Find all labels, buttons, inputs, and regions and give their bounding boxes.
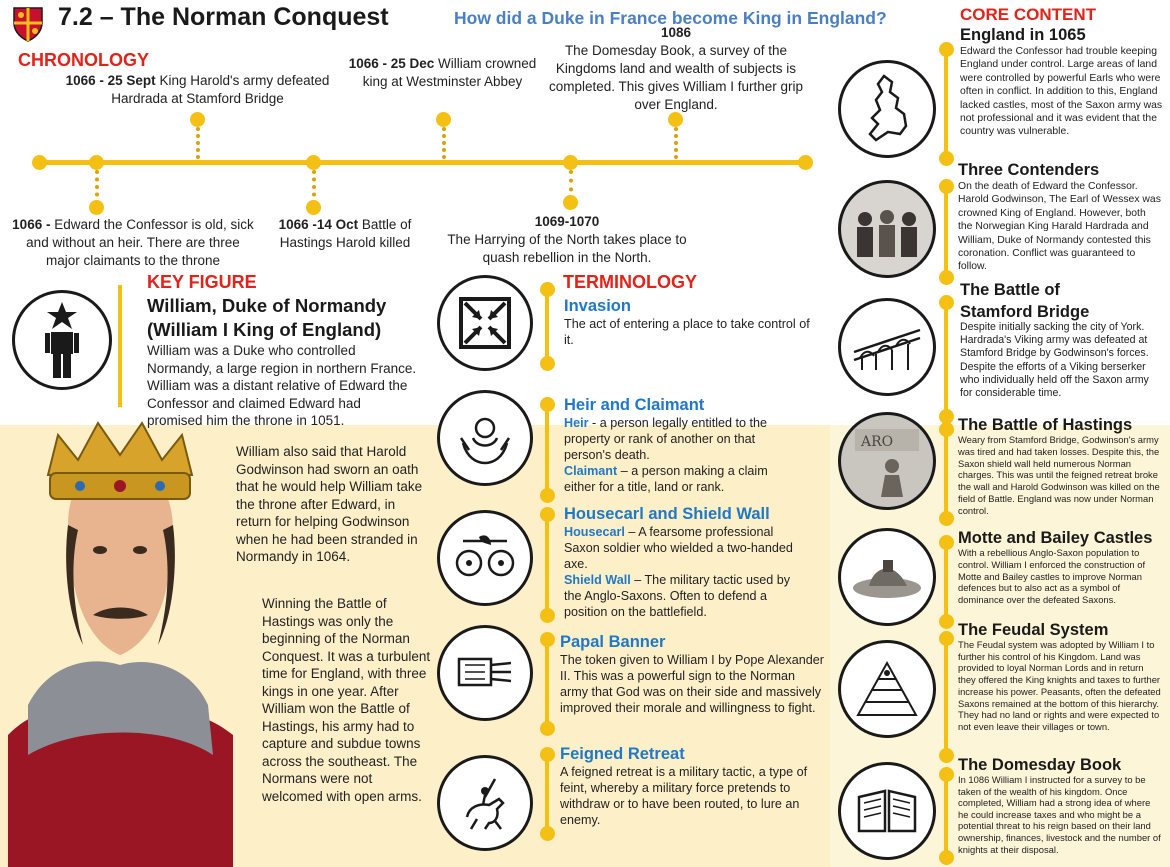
timeline-dot-domesday: [668, 112, 683, 127]
key-figure-name-line2: (William I King of England): [147, 319, 382, 340]
core-text-hastings: Weary from Stamford Bridge, Godwinson's army was tired and had taken losses. Despite this, the Saxon shield wall held numerous Norman charges. This was until the feigned retreat broke the wall and Harold Godwinson was killed on the field of Battle. England was now under Norman control.: [958, 434, 1160, 516]
housecarl-term: Housecarl: [564, 525, 625, 539]
shields-axe-icon: [453, 533, 517, 583]
claimant-term: Claimant: [564, 464, 618, 478]
timeline-line: [38, 160, 808, 165]
invasion-icon-circle: [437, 275, 533, 371]
timeline-dot-hastings-end: [306, 200, 321, 215]
page-question: How did a Duke in France become King in England?: [454, 8, 887, 28]
core-title-motte: Motte and Bailey Castles: [958, 529, 1153, 547]
horse-rider-icon: [455, 773, 515, 833]
event-stamford: 1066 - 25 Sept King Harold's army defeated Hardrada at Stamford Bridge: [65, 73, 330, 106]
term-dot: [540, 507, 555, 522]
core-dot: [939, 179, 954, 194]
core-dot: [939, 631, 954, 646]
core-content-heading: CORE CONTENT: [960, 5, 1096, 24]
feigned-text: A feigned retreat is a military tactic, a type of feint, whereby a military force pretends to withdraw or to have been routed, to lure an enemy.: [560, 765, 808, 827]
term-dot: [540, 488, 555, 503]
svg-text:ARO: ARO: [861, 434, 894, 450]
core-bar: [944, 45, 948, 155]
heir-title: Heir and Claimant: [564, 396, 705, 414]
timeline-dot-stamford: [190, 112, 205, 127]
motte-icon-circle: [838, 528, 936, 626]
pyramid-icon: [854, 659, 920, 719]
timeline-stem: [196, 127, 200, 159]
term-dot: [540, 826, 555, 841]
term-bar: [545, 510, 549, 612]
timeline-end-right: [798, 155, 813, 170]
housecarl-def: – A fearsome professional Saxon soldier who wielded a two-handed axe.: [564, 525, 793, 571]
core-dot: [939, 850, 954, 865]
event-coronation: 1066 - 25 Dec William crowned king at Westminster Abbey: [348, 56, 537, 89]
term-dot: [540, 356, 555, 371]
claimant-def: – a person making a claim either for a title, land or rank.: [564, 464, 768, 494]
core-dot: [939, 295, 954, 310]
core-bar: [944, 298, 948, 413]
housecarl-text: [564, 524, 809, 620]
core-dot: [939, 767, 954, 782]
core-dot: [939, 614, 954, 629]
william-portrait: [8, 405, 233, 867]
timeline-dot-harrying: [563, 155, 578, 170]
invasion-text: The act of entering a place to take control of it.: [564, 317, 810, 347]
tapestry-icon: [847, 421, 927, 501]
term-dot: [540, 608, 555, 623]
core-dot: [939, 511, 954, 526]
timeline-stem: [95, 170, 99, 204]
timeline-dot-edward: [89, 155, 104, 170]
event-domesday: 1086 The Domesday Book, a survey of the Kingdoms land and wealth of subjects is completed. This gives William I further grip over England.: [548, 25, 804, 112]
baby-hands-icon: [455, 408, 515, 468]
timeline-stem: [312, 170, 316, 204]
shield-wall-term: Shield Wall: [564, 573, 631, 587]
term-dot: [540, 721, 555, 736]
core-dot: [939, 535, 954, 550]
term-dot: [540, 747, 555, 762]
england-map-icon: [862, 74, 912, 144]
invasion-arrows-icon: [457, 295, 513, 351]
core-title-hastings: The Battle of Hastings: [958, 416, 1133, 434]
shield-wall-icon-circle: [437, 510, 533, 606]
key-figure-heading: KEY FIGURE: [147, 272, 257, 292]
term-dot: [540, 632, 555, 647]
core-dot: [939, 748, 954, 763]
core-title-england: England in 1065: [960, 26, 1086, 44]
papal-banner-icon-circle: [437, 625, 533, 721]
heir-text: [564, 415, 794, 495]
heir-term: Heir: [564, 416, 589, 430]
page-title: 7.2 – The Norman Conquest: [58, 3, 389, 31]
bridge-icon: [852, 322, 922, 372]
papal-title: Papal Banner: [560, 633, 666, 651]
key-figure-para3: Winning the Battle of Hastings was only the beginning of the Norman Conquest. It was a turbulent time for England, with three kings in one year. After William won the Battle of Hastings, his army had to capture and subdue towns across the southeast. The Normans were not welcomed with open arms.: [262, 596, 431, 804]
banner-icon: [455, 653, 515, 693]
feigned-title: Feigned Retreat: [560, 745, 685, 763]
bridge-icon-circle: [838, 298, 936, 396]
core-dot: [939, 151, 954, 166]
core-title-stamford-line2: Stamford Bridge: [960, 303, 1090, 321]
key-figure-bar: [118, 285, 122, 407]
key-figure-para2: William also said that Harold Godwinson had sworn an oath that he would help William take the throne after Edward, in return for helping Godwinson when he had been stranded in Normandy in 1064.: [236, 444, 423, 564]
open-book-icon: [855, 787, 919, 835]
term-bar: [545, 400, 549, 492]
heir-def: - a person legally entitled to the property or rank of another on that person's death.: [564, 416, 768, 462]
feudal-icon-circle: [838, 640, 936, 738]
hastings-icon-circle: [838, 412, 936, 510]
heir-icon-circle: [437, 390, 533, 486]
timeline-dot-hastings: [306, 155, 321, 170]
person-star-icon: [32, 300, 92, 380]
timeline-dot-edward-end: [89, 200, 104, 215]
key-figure-name-line1: William, Duke of Normandy: [147, 295, 387, 316]
feigned-retreat-icon-circle: [437, 755, 533, 851]
key-figure-para1: William was a Duke who controlled Normandy, a large region in northern France. William was a distant relative of Edward the Confessor and claimed Edward had promised him the throne in 1051.: [147, 343, 417, 428]
core-dot: [939, 42, 954, 57]
contenders-icon-circle: [838, 180, 936, 278]
term-bar: [545, 750, 549, 830]
event-edward: 1066 - Edward the Confessor is old, sick and without an heir. There are three major claimants to the throne: [12, 217, 254, 268]
key-figure-name: [147, 294, 386, 342]
term-dot: [540, 397, 555, 412]
shield-wall-def: – The military tactic used by the Anglo-Saxons. Often to defend a position on the battlefield.: [564, 573, 791, 619]
core-bar: [944, 425, 948, 515]
core-text-domesday: In 1086 William I instructed for a survey to be taken of the wealth of his kingdom. Once completed, William had a strong idea of where he could increase taxes and who might be a potential threat to his reign based on their land ownership, finances, livestock and the number of knights at their disposal.: [958, 774, 1161, 855]
person-icon-circle: [12, 290, 112, 390]
core-title-contenders: Three Contenders: [958, 161, 1100, 179]
core-text-stamford: Despite initially sacking the city of York. Hardrada's Viking army was defeated at Stamford Bridge by Godwinson's forces. Despite the efforts of a Viking berserker who individually held off the Saxon army for considerable time.: [960, 321, 1149, 400]
england-map-icon-circle: [838, 60, 936, 158]
papal-text: The token given to William I by Pope Alexander II. This was a powerful sign to the Norman army that God was on their side and massively improved their morale and willingness to fight.: [560, 653, 824, 715]
core-text-contenders: On the death of Edward the Confessor. Harold Godwinson, The Earl of Wessex was crowned King of England. However, both the Norwegian King Harald Hardrada and William, Duke of Normandy contested this coronation. Conflict was guaranteed to follow.: [958, 181, 1161, 273]
term-dot: [540, 282, 555, 297]
core-text-feudal: The Feudal system was adopted by William I to further his control of his Kingdom. Land was provided to loyal Norman Lords and in return they offered the King knights and taxes to further increase his power. Peasants, often the defeated Saxons remained at the bottom of this hierarchy. They had no land or rights and were expected to not even leave their villages or town.: [958, 639, 1161, 732]
core-text-motte: With a rebellious Anglo-Saxon population to control. William I enforced the construction of Motte and Bailey castles to improve Norman defences but to also act as a symbol of dominance over the defeated Saxons.: [958, 547, 1146, 606]
event-hastings: 1066 -14 Oct Battle of Hastings Harold killed: [278, 217, 412, 250]
core-title-domesday: The Domesday Book: [958, 756, 1122, 774]
timeline-dot-harrying-end: [563, 195, 578, 210]
chronology-heading: CHRONOLOGY: [18, 50, 150, 70]
school-crest-logo: [11, 5, 45, 43]
timeline-dot-coronation: [436, 112, 451, 127]
core-bar: [944, 538, 948, 618]
three-figures-icon: [847, 199, 927, 259]
core-title-stamford: [960, 279, 1089, 323]
domesday-icon-circle: [838, 762, 936, 860]
core-title-stamford-line1: The Battle of: [960, 281, 1060, 299]
core-bar: [944, 770, 948, 860]
term-bar: [545, 635, 549, 725]
core-dot: [939, 270, 954, 285]
timeline-stem: [674, 127, 678, 159]
core-bar: [944, 182, 948, 274]
timeline-end-left: [32, 155, 47, 170]
core-text-england: Edward the Confessor had trouble keeping England under control. Large areas of land were controlled by powerful Earls who were often in conflict. In addition to this, England lacked castles, most of the Saxon army was not professional and it was evident that the country was vulnerable.: [960, 46, 1163, 138]
motte-bailey-icon: [849, 552, 925, 602]
core-title-feudal: The Feudal System: [958, 621, 1109, 639]
terminology-heading: TERMINOLOGY: [563, 272, 697, 292]
timeline-stem: [442, 127, 446, 159]
housecarl-title: Housecarl and Shield Wall: [564, 505, 770, 523]
event-harrying: 1069-1070 The Harrying of the North takes place to quash rebellion in the North.: [447, 214, 687, 265]
core-dot: [939, 422, 954, 437]
core-bar: [944, 634, 948, 752]
invasion-title: Invasion: [564, 297, 631, 315]
